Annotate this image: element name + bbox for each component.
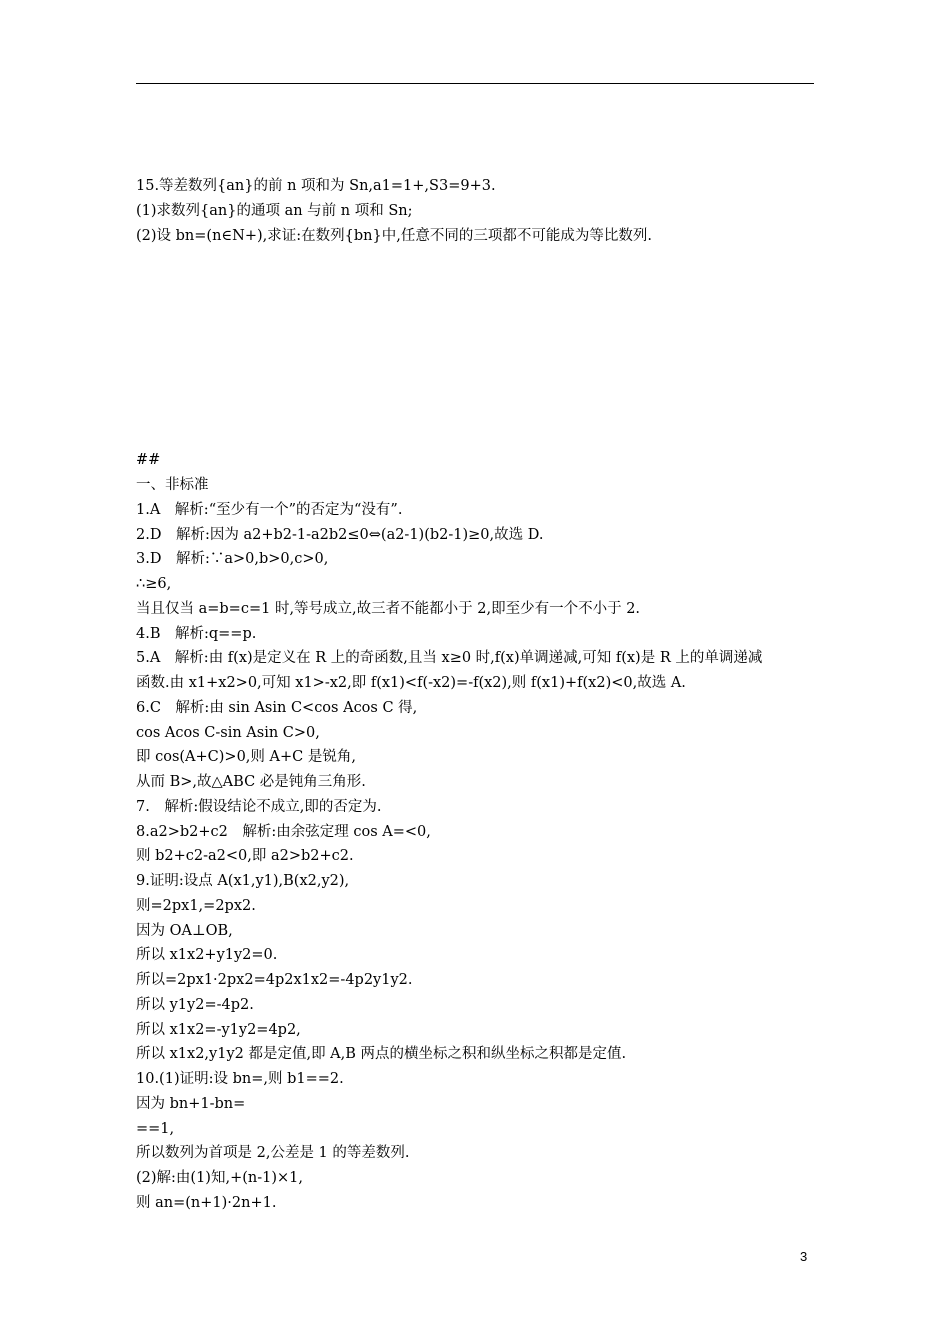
answer-section-title: 一、非标准 bbox=[136, 477, 209, 493]
answer-line: 3.D 解析:∵a>0,b>0,c>0, bbox=[136, 551, 329, 567]
answer-line: 10.(1)证明:设 bn=,则 b1==2. bbox=[136, 1071, 344, 1087]
answer-line: ∴≥6, bbox=[136, 576, 172, 592]
answer-line: 所以 x1x2+y1y2=0. bbox=[136, 947, 278, 963]
header-rule bbox=[136, 83, 814, 84]
answer-line: 从而 B>,故△ABC 必是钝角三角形. bbox=[136, 774, 366, 790]
answer-line: 即 cos(A+C)>0,则 A+C 是锐角, bbox=[136, 749, 356, 765]
answer-line: 8.a2>b2+c2 解析:由余弦定理 cos A=<0, bbox=[136, 824, 431, 840]
answer-line: 因为 bn+1-bn= bbox=[136, 1096, 246, 1112]
answer-line: cos Acos C-sin Asin C>0, bbox=[136, 725, 320, 741]
question-15-stem: 15.等差数列{an}的前 n 项和为 Sn,a1=1+,S3=9+3. bbox=[136, 178, 496, 194]
answer-line: 所以数列为首项是 2,公差是 1 的等差数列. bbox=[136, 1145, 410, 1161]
page-number: 3 bbox=[800, 1249, 808, 1264]
answer-line: 则 b2+c2-a2<0,即 a2>b2+c2. bbox=[136, 848, 354, 864]
answer-line: 9.证明:设点 A(x1,y1),B(x2,y2), bbox=[136, 873, 350, 889]
answer-line: 所以 y1y2=-4p2. bbox=[136, 997, 254, 1013]
answer-line: 5.A 解析:由 f(x)是定义在 R 上的奇函数,且当 x≥0 时,f(x)单调递减,可知 f(x)是 R 上的单调递减 bbox=[136, 650, 763, 666]
answer-line: 因为 OA⊥OB, bbox=[136, 923, 233, 939]
answer-line: 则=2px1,=2px2. bbox=[136, 898, 256, 914]
answer-line: (2)解:由(1)知,+(n-1)×1, bbox=[136, 1170, 303, 1186]
answer-line: 则 an=(n+1)·2n+1. bbox=[136, 1195, 277, 1211]
answer-section-marker: ## bbox=[136, 452, 161, 468]
answer-line: 函数.由 x1+x2>0,可知 x1>-x2,即 f(x1)<f(-x2)=-f(x2),则 f(x1)+f(x2)<0,故选 A. bbox=[136, 675, 686, 691]
answer-line: 2.D 解析:因为 a2+b2-1-a2b2≤0⇔(a2-1)(b2-1)≥0,故选 D. bbox=[136, 527, 544, 543]
answer-line: 1.A 解析:“至少有一个”的否定为“没有”. bbox=[136, 502, 403, 518]
answer-line: 4.B 解析:q==p. bbox=[136, 626, 257, 642]
answer-line: 所以 x1x2=-y1y2=4p2, bbox=[136, 1022, 301, 1038]
answer-line: 6.C 解析:由 sin Asin C<cos Acos C 得, bbox=[136, 700, 418, 716]
answer-line: 所以=2px1·2px2=4p2x1x2=-4p2y1y2. bbox=[136, 972, 413, 988]
question-15-part-1: (1)求数列{an}的通项 an 与前 n 项和 Sn; bbox=[136, 203, 413, 219]
answer-line: ==1, bbox=[136, 1121, 175, 1137]
answer-line: 当且仅当 a=b=c=1 时,等号成立,故三者不能都小于 2,即至少有一个不小于 2. bbox=[136, 601, 641, 617]
question-15-part-2: (2)设 bn=(n∈N+),求证:在数列{bn}中,任意不同的三项都不可能成为等比数列. bbox=[136, 228, 652, 244]
answer-line: 所以 x1x2,y1y2 都是定值,即 A,B 两点的横坐标之积和纵坐标之积都是定值. bbox=[136, 1046, 627, 1062]
answer-line: 7. 解析:假设结论不成立,即的否定为. bbox=[136, 799, 382, 815]
